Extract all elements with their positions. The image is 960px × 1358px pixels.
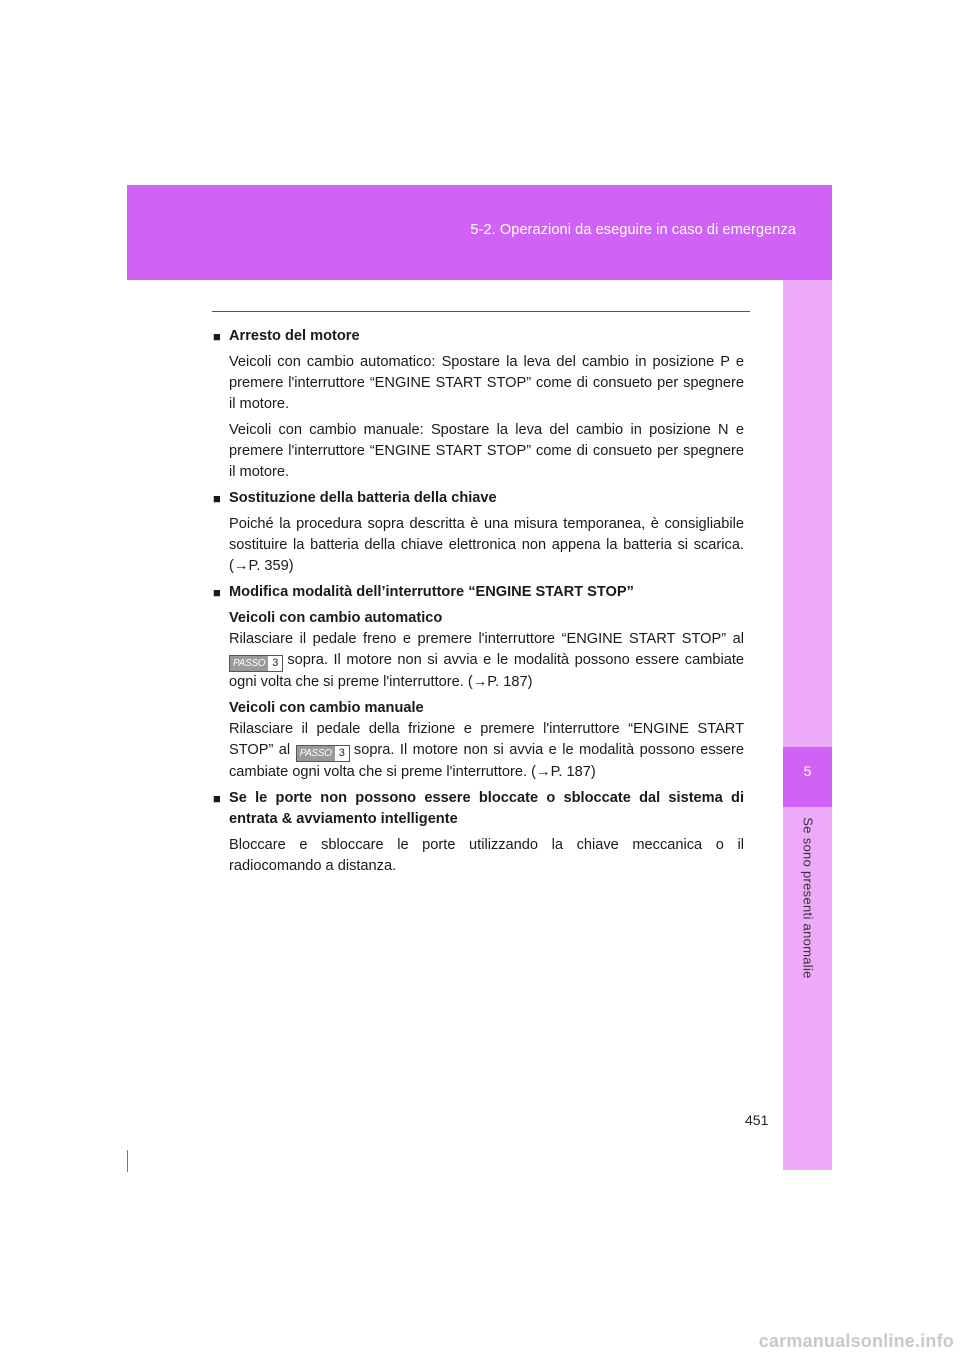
site-watermark: carmanualsonline.info xyxy=(758,1331,954,1351)
crop-mark xyxy=(127,1150,128,1172)
header-band xyxy=(127,185,832,280)
square-bullet-icon: ■ xyxy=(213,791,221,806)
paragraph-arresto-automatico: Veicoli con cambio automatico: Spostare la leva del cambio in posizione P e premere l'interruttore “ENGINE START STOP” come di consueto per spegnere il motore. xyxy=(229,354,744,412)
section-title-porte: ■ Se le porte non possono essere bloccate o sbloccate dal sistema di entrata & avviamento intelligente xyxy=(213,790,744,827)
arrow-right-icon: → xyxy=(535,764,551,780)
paragraph-porte: Bloccare e sbloccare le porte utilizzando la chiave meccanica o il radiocomando a distanza. xyxy=(229,837,744,874)
page-number: 451 xyxy=(745,1112,769,1128)
passo-step-badge: PASSO 3 xyxy=(296,745,350,762)
section-title-arresto: ■ Arresto del motore xyxy=(213,326,744,347)
subhead-cambio-automatico: Veicoli con cambio automatico xyxy=(229,610,443,626)
chapter-number-tab xyxy=(783,747,832,807)
arrow-right-icon: → xyxy=(233,558,249,574)
section-title-modifica-modalita: ■ Modifica modalità dell’interruttore “ENGINE START STOP” xyxy=(213,582,744,603)
passo-step-badge: PASSO 3 xyxy=(229,655,283,672)
chapter-side-tab xyxy=(783,280,832,1170)
section-title-batteria: ■ Sostituzione della batteria della chiave xyxy=(213,488,744,509)
paragraph-modalita-automatico: Veicoli con cambio automatico Rilasciare il pedale freno e premere l'interruttore “ENGINE START STOP” al PASSO 3 sopra. Il motore non si avvia e le modalità possono essere cambiate ogni volta che si preme l'interruttore. (→P. 187) xyxy=(229,610,744,690)
paragraph-batteria: Poiché la procedura sopra descritta è una misura temporanea, è consigliabile sostituire la batteria della chiave elettronica non appena la batteria si scarica. (→P. 359) xyxy=(229,516,744,574)
subhead-cambio-manuale: Veicoli con cambio manuale xyxy=(229,700,424,716)
section-header-title: 5-2. Operazioni da eseguire in caso di emergenza xyxy=(470,222,796,238)
arrow-right-icon: → xyxy=(472,674,488,690)
page-content xyxy=(213,326,744,881)
paragraph-modalita-manuale: Veicoli con cambio manuale Rilasciare il pedale della frizione e premere l'interruttore “ENGINE START STOP” al PASSO 3 sopra. Il motore non si avvia e le modalità possono essere cambiate ogni volta che si preme l'interruttore. (→P. 187) xyxy=(229,700,744,780)
square-bullet-icon: ■ xyxy=(213,329,221,344)
square-bullet-icon: ■ xyxy=(213,585,221,600)
paragraph-arresto-manuale: Veicoli con cambio manuale: Spostare la leva del cambio in posizione N e premere l'interruttore “ENGINE START STOP” come di consueto per spegnere il motore. xyxy=(229,422,744,480)
page-reference: P. 187) xyxy=(550,764,596,780)
header-divider xyxy=(212,311,750,312)
page-reference: P. 187) xyxy=(487,674,533,690)
chapter-label: Se sono presenti anomalie xyxy=(800,817,816,979)
page-reference: P. 359) xyxy=(248,558,294,574)
square-bullet-icon: ■ xyxy=(213,491,221,506)
chapter-number: 5 xyxy=(803,763,812,779)
